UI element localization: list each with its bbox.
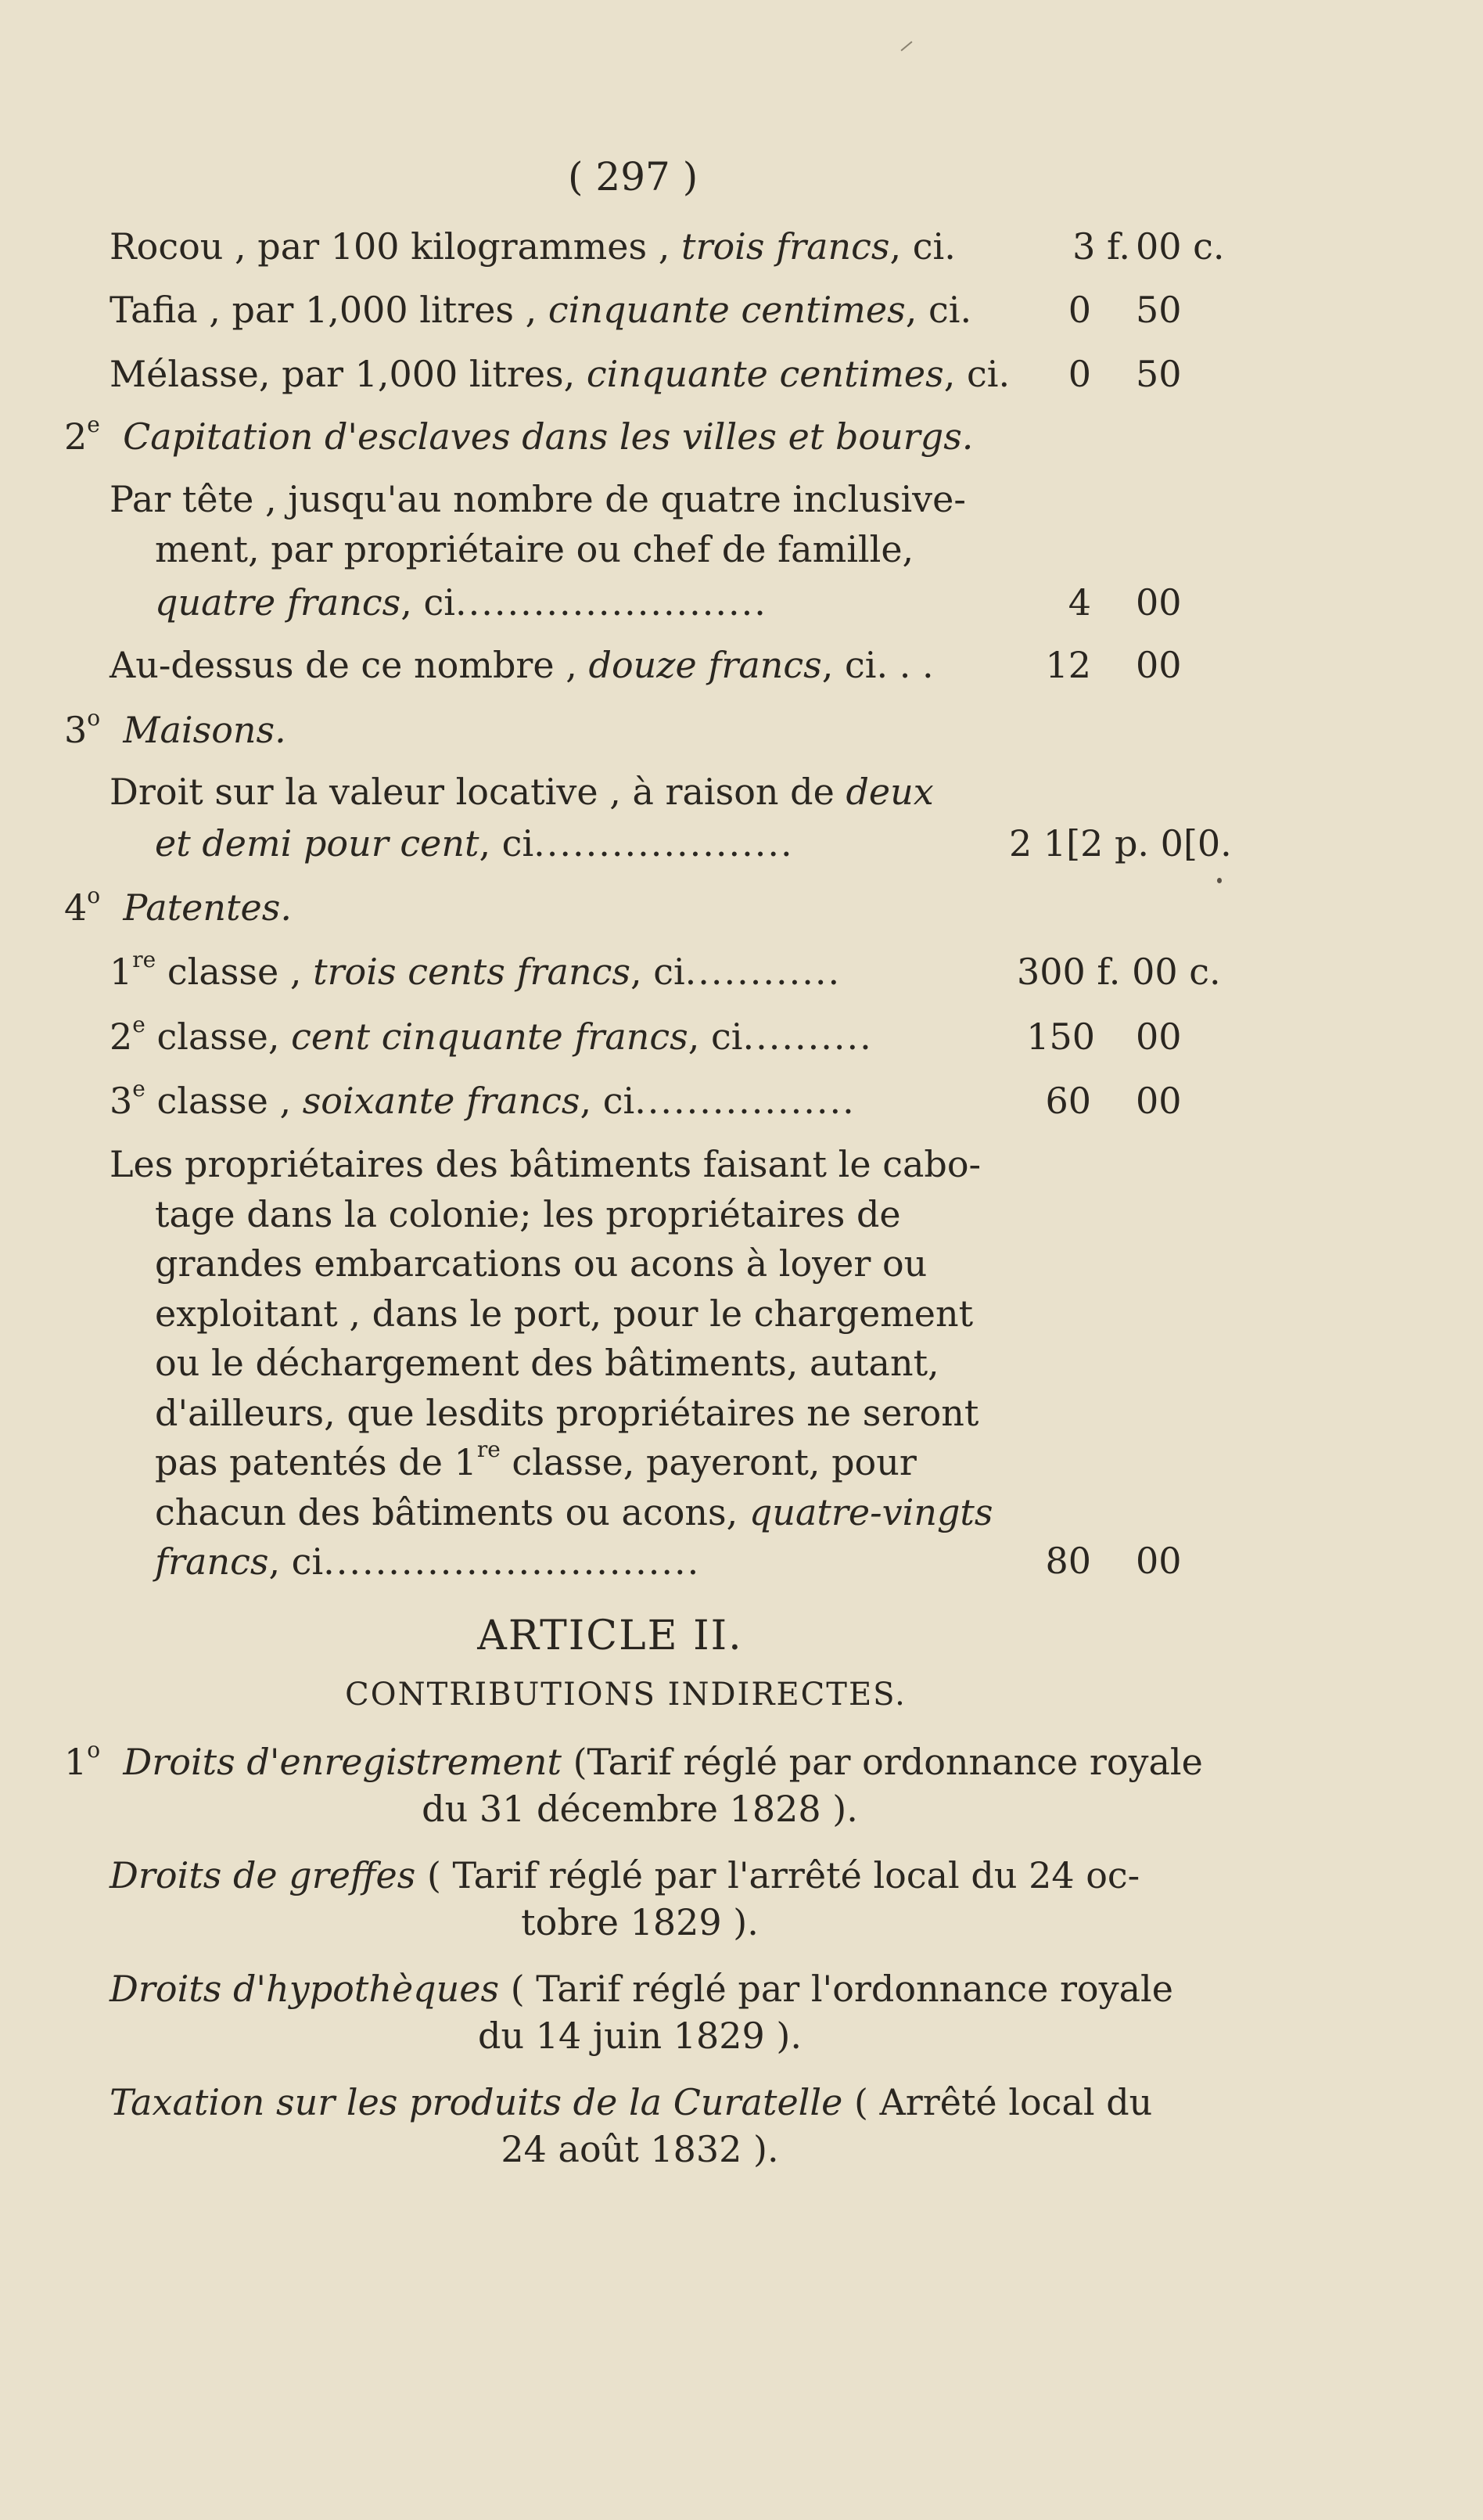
cabotage-paragraph: [110, 1140, 996, 1587]
capitation-line-1: Par tête , jusqu'au nombre de quatre inclusive-: [110, 478, 966, 520]
taxation-curatelle-line-2: 24 août 1832 ).: [501, 2128, 779, 2170]
paragraph-line-6: d'ailleurs, que lesdits propriétaires ne seront: [155, 1391, 979, 1434]
tariff-line-tafia: Tafia , par 1,000 litres , cinquante centimes, ci.: [110, 289, 972, 331]
droit-greffes-line-1: Droits de greffes ( Tarif réglé par l'arrêté local du 24 oc-: [110, 1854, 1140, 1896]
value-tafia-1: 0: [1068, 289, 1091, 331]
value-capitation-1: 4: [1068, 581, 1091, 624]
value-patente-1: 300 f. 00 c.: [1017, 951, 1221, 993]
patente-line-1: 1re classe , trois cents francs, ci............: [110, 948, 842, 993]
paragraph-line-4: exploitant , dans le port, pour le chargement: [155, 1292, 974, 1335]
paragraph-line-8: chacun des bâtiments ou acons, quatre-vingts: [155, 1490, 993, 1533]
value-audessus-1: 12: [1045, 644, 1091, 686]
article-subheading: CONTRIBUTIONS INDIRECTES.: [345, 1677, 907, 1713]
value-patente-3-2: 00: [1136, 1080, 1182, 1122]
paragraph-line-9: francs, ci.............................: [155, 1540, 701, 1583]
value-capitation-2: 00: [1136, 581, 1182, 624]
section-heading-maisons: 3$^o$ Maisons.: [64, 705, 286, 751]
tariff-line-melasse: Mélasse, par 1,000 litres, cinquante centimes, ci.: [110, 353, 1011, 395]
section-heading-capitation: 2e Capitation d'esclaves dans les villes et bourgs.: [64, 412, 974, 458]
section-heading-patentes: 4$^o$ Patentes.: [64, 883, 292, 929]
tariff-line-audessus: Au-dessus de ce nombre , douze francs, ci. . .: [110, 644, 934, 686]
value-patente-2-1: 150: [1026, 1016, 1095, 1058]
value-rocou-1: 3 f.: [1072, 225, 1130, 268]
patente-line-2: 2e classe, cent cinquante francs, ci..........: [110, 1013, 873, 1058]
article-heading: ARTICLE II.: [477, 1612, 743, 1659]
value-rocou-2: 00 c.: [1136, 225, 1225, 268]
value-melasse-2: 50: [1136, 353, 1182, 395]
droit-hypotheques-line-2: du 14 juin 1829 ).: [478, 2015, 802, 2057]
paragraph-line-7: pas patentés de 1re classe, payeront, pour: [155, 1436, 917, 1483]
paragraph-line-5: ou le déchargement des bâtiments, autant,: [155, 1342, 939, 1384]
value-droit: 2 1[2 p. 0[0.: [1009, 822, 1232, 865]
value-melasse-1: 0: [1068, 353, 1091, 395]
paragraph-line-1: Les propriétaires des bâtiments faisant le cabo-: [110, 1143, 982, 1185]
paragraph-line-3: grandes embarcations ou acons à loyer ou: [155, 1242, 928, 1285]
value-patente-3-1: 60: [1045, 1080, 1091, 1122]
droit-line-1: Droit sur la valeur locative , à raison de deux: [110, 771, 934, 813]
value-cabotage-2: 00: [1136, 1540, 1182, 1582]
patente-line-3: 3e classe , soixante francs, ci.................: [110, 1077, 856, 1122]
value-tafia-2: 50: [1136, 289, 1182, 331]
value-patente-2-2: 00: [1136, 1016, 1182, 1058]
tariff-line-rocou: Rocou , par 100 kilogrammes , trois francs, ci.: [110, 225, 956, 268]
page-number: ( 297 ): [568, 154, 698, 200]
value-cabotage-1: 80: [1045, 1540, 1091, 1582]
droit-greffes-line-2: tobre 1829 ).: [521, 1901, 759, 1943]
droit-line-2: et demi pour cent, ci....................: [155, 822, 794, 865]
droit-hypotheques-line-1: Droits d'hypothèques ( Tarif réglé par l'ordonnance royale: [110, 1968, 1173, 2010]
capitation-line-3: quatre francs, ci........................: [155, 581, 767, 624]
droit-enregistrement-line-1: 1$^o$ Droits d'enregistrement (Tarif réglé par ordonnance royale: [64, 1737, 1203, 1783]
paper-mark: [900, 41, 912, 51]
droit-enregistrement-line-2: du 31 décembre 1828 ).: [422, 1788, 858, 1830]
value-audessus-2: 00: [1136, 644, 1182, 686]
ink-speck: [1217, 878, 1222, 883]
paragraph-line-2: tage dans la colonie; les propriétaires de: [155, 1192, 901, 1235]
capitation-line-2: ment, par propriétaire ou chef de famille,: [155, 528, 914, 570]
taxation-curatelle-line-1: Taxation sur les produits de la Curatelle ( Arrêté local du: [110, 2081, 1153, 2123]
